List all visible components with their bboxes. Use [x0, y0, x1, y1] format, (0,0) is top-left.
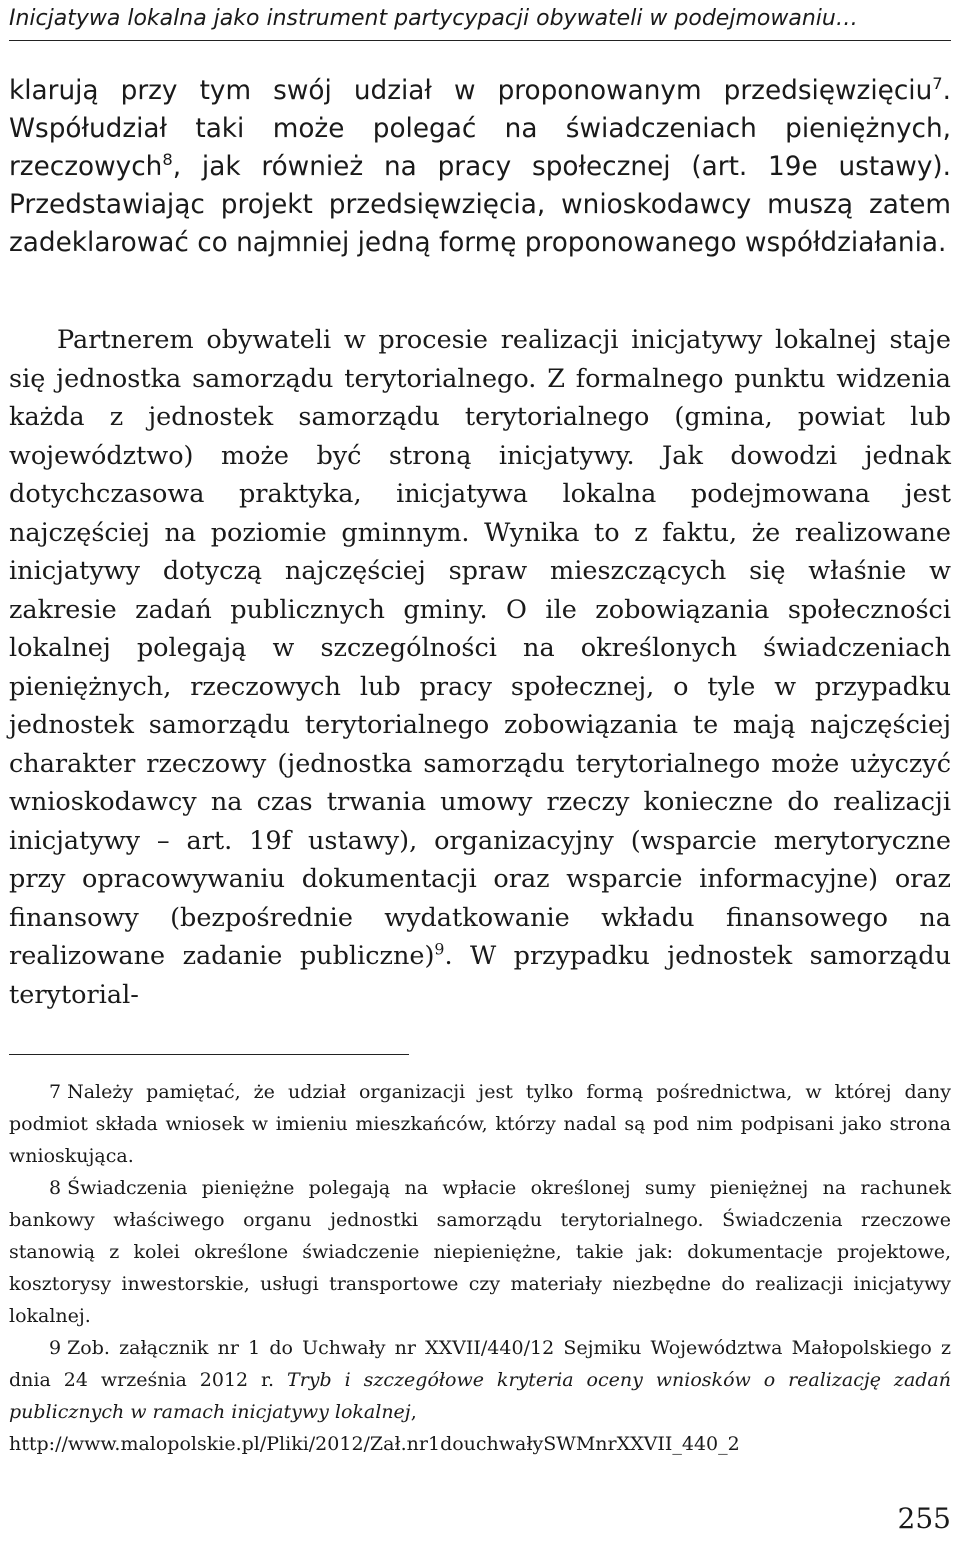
footnote-number: 9 — [49, 1337, 62, 1359]
paragraph-1-text-c: , jak również na pracy społecznej (art. 19e ustawy). Przedstawiając projekt przedsięwzięcia, wnioskodawcy muszą zatem zadeklarować co najmniej jedną formę proponowanego współdziałania. — [9, 152, 951, 258]
footnote-text: Świadczenia pieniężne polegają na wpłacie określonej sumy pieniężnej na rachunek bankowy właściwego organu jednostki samorządu terytorialnego. Świadczenia rzeczowe stanowią z kolei określone świadczenie niepieniężne, takie jak: dokumentacje projektowe, kosztorysy inwestorskie, usługi transportowe czy materiały niezbędne do realizacji inicjatywy lokalnej. — [9, 1177, 951, 1327]
page-number: 255 — [897, 1502, 951, 1535]
paragraph-2-text-b: . W przypadku jednostek samorządu terytorial- — [9, 941, 951, 1010]
paragraph-2 — [9, 321, 951, 1014]
footnote-text: Zob. załącznik nr 1 do Uchwały nr XXVII/440/12 Sejmiku Województwa Małopolskiego z dnia 24 września 2012 r. — [9, 1337, 951, 1391]
paragraph-2-text-a: Partnerem obywateli w procesie realizacji inicjatywy lokalnej staje się jednostka samorządu terytorialnego. Z formalnego punktu widzenia każda z jednostek samorządu terytorialnego (gmina, powiat lub województwo) może być stroną inicjatywy. Jak dowodzi jednak dotychczasowa praktyka, inicjatywa lokalna podejmowana jest najczęściej na poziomie gminnym. Wynika to z faktu, że realizowane inicjatywy dotyczą najczęściej spraw mieszczących się właśnie w zakresie zadań publicznych gminy. O ile zobowiązania społeczności lokalnej polegają w szczególności na określonych świadczeniach pieniężnych, rzeczowych lub pracy społecznej, o tyle w przypadku jednostek samorządu terytorialnego zobowiązania te mają najczęściej charakter rzeczowy (jednostka samorządu terytorialnego może użyczyć wnioskodawcy na czas trwania umowy rzeczy konieczne do realizacji inicjatywy – art. 19f ustawy), organizacyjny (wsparcie merytoryczne przy opracowywaniu dokumentacji oraz wsparcie informacyjne) oraz finansowy (bezpośrednie wydatkowanie wkładu finansowego na realizowane zadanie publiczne) — [9, 325, 951, 971]
paragraph-1-text-b: . Współudział taki może polegać na świadczeniach pieniężnych, rzeczowych — [9, 76, 951, 182]
footnotes — [9, 1076, 951, 1460]
footnote-text: Należy pamiętać, że udział organizacji jest tylko formą pośrednictwa, w której dany podmiot składa wniosek w imieniu mieszkańców, którzy nadal są pod nim podpisani jako strona wnioskująca. — [9, 1081, 951, 1167]
footnote-number: 7 — [49, 1081, 62, 1103]
running-title: Inicjatywa lokalna jako instrument partycypacji obywateli w podejmowaniu… — [9, 6, 858, 31]
footnote-8 — [9, 1172, 951, 1332]
running-header — [9, 4, 951, 41]
footnote-url-link[interactable]: http://www.malopolskie.pl/Pliki/2012/Zał.nr1douchwałySWMnrXXVII_440_2 — [9, 1433, 740, 1455]
footnote-number: 8 — [49, 1177, 62, 1199]
footnote-9 — [9, 1332, 951, 1460]
paragraph-1-text-a: klarują przy tym swój udział w proponowanym przedsięwzięciu — [9, 76, 933, 106]
footnote-ref-9[interactable]: 9 — [434, 939, 445, 959]
footnote-7 — [9, 1076, 951, 1172]
footnote-punctuation: , — [410, 1401, 417, 1423]
footnote-ref-7[interactable]: 7 — [932, 74, 943, 94]
footnote-separator — [9, 1054, 409, 1055]
paragraph-1 — [9, 72, 951, 262]
footnote-ref-8[interactable]: 8 — [162, 150, 173, 170]
footnote-document-title: Tryb i szczegółowe kryteria oceny wniosków o realizację zadań publicznych w ramach inicjatywy lokalnej — [9, 1369, 951, 1423]
